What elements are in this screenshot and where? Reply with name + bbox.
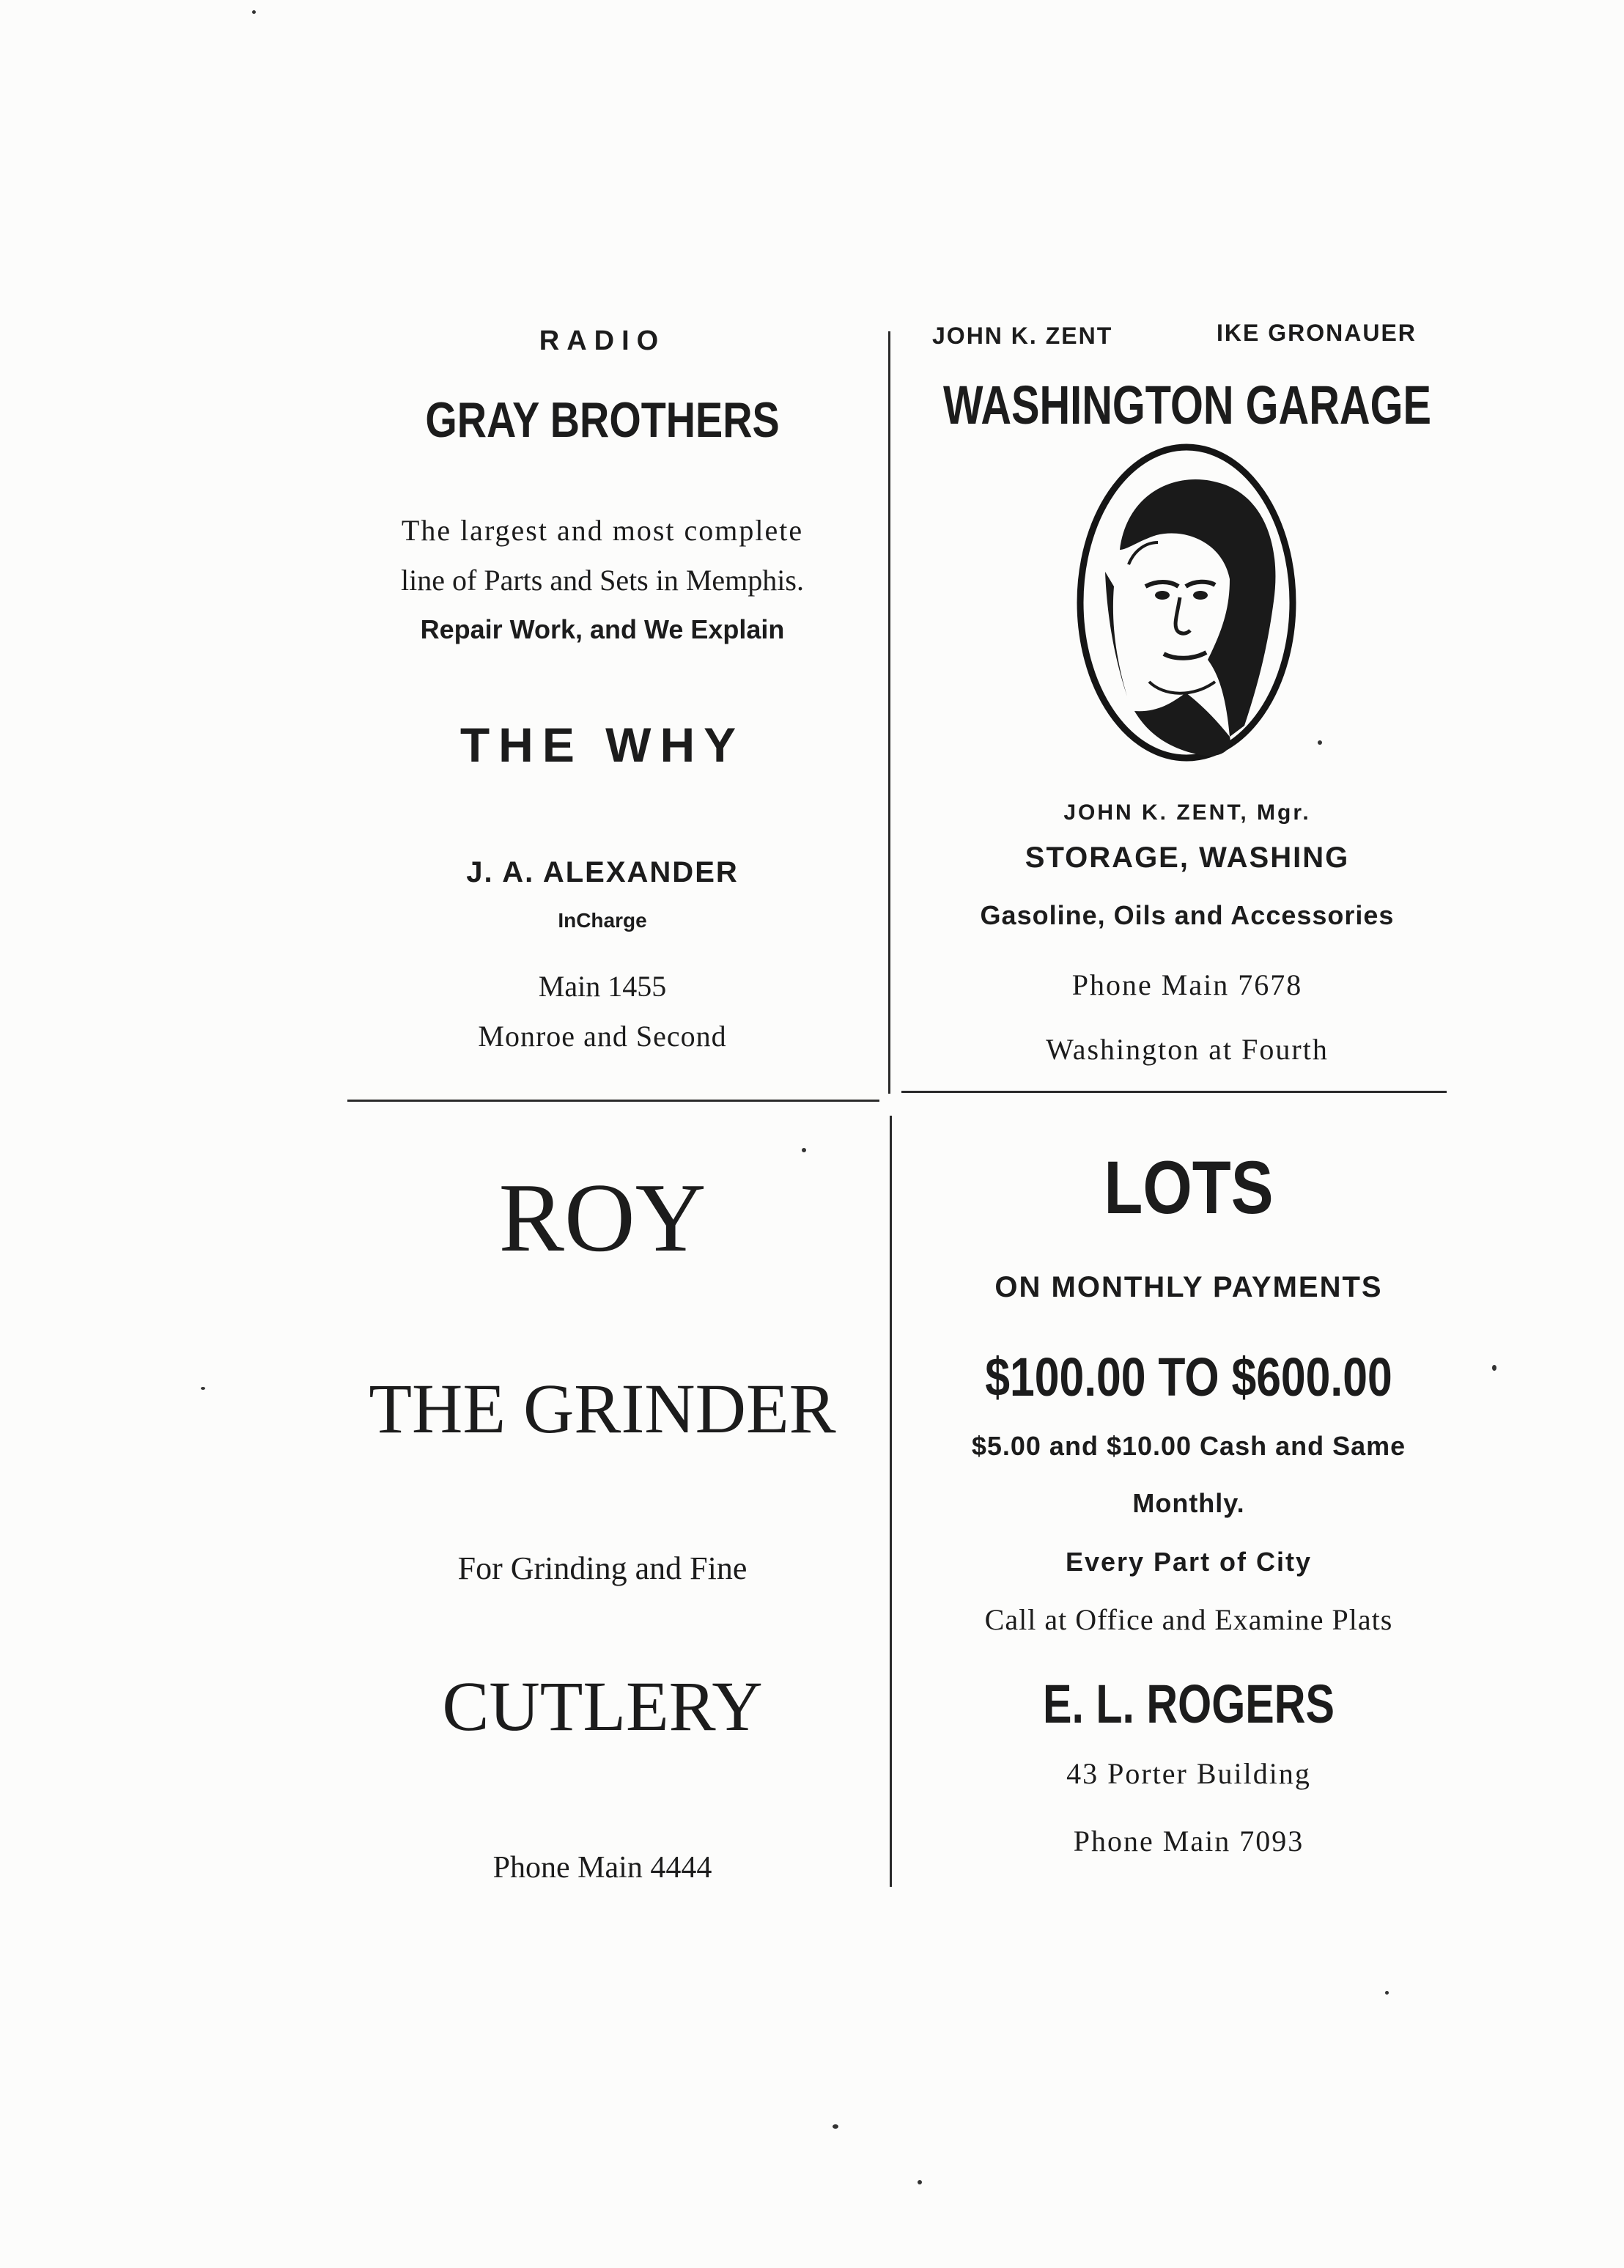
grinder-cutlery: CUTLERY <box>442 1667 763 1745</box>
garage-business-name: WASHINGTON GARAGE <box>943 375 1431 435</box>
vertical-divider-bottom <box>890 1116 892 1887</box>
lots-terms-line1: $5.00 and $10.00 Cash and Same <box>971 1431 1406 1461</box>
radio-description-line1: The largest and most complete <box>401 514 804 547</box>
grinder-name: ROY <box>498 1163 706 1272</box>
scan-speck <box>201 1387 205 1390</box>
garage-owner-left: JOHN K. ZENT <box>932 323 1113 349</box>
garage-products: Gasoline, Oils and Accessories <box>980 900 1395 930</box>
george-washington-portrait-icon <box>1076 440 1297 765</box>
lots-agent-name: E. L. ROGERS <box>1042 1674 1335 1734</box>
radio-slogan: THE WHY <box>459 718 745 772</box>
radio-address: Monroe and Second <box>478 1020 727 1053</box>
lots-price-range: $100.00 TO $600.00 <box>985 1347 1392 1407</box>
garage-address: Washington at Fourth <box>1046 1033 1329 1066</box>
horizontal-divider-right <box>901 1091 1447 1093</box>
lots-headline: LOTS <box>1104 1146 1274 1229</box>
scan-speck <box>1492 1365 1496 1371</box>
radio-phone: Main 1455 <box>538 970 667 1003</box>
garage-owner-right: IKE GRONAUER <box>1217 320 1417 346</box>
scan-speck <box>1385 1991 1389 1995</box>
garage-phone: Phone Main 7678 <box>1071 968 1303 1001</box>
lots-coverage: Every Part of City <box>1065 1547 1313 1577</box>
scan-speck <box>918 2180 922 2184</box>
lots-terms-line2: Monthly. <box>1132 1488 1245 1518</box>
scan-speck <box>1318 740 1322 745</box>
grinder-title: THE GRINDER <box>369 1369 836 1448</box>
radio-description-line3: Repair Work, and We Explain <box>420 614 785 644</box>
lots-office: 43 Porter Building <box>1066 1757 1311 1790</box>
radio-description-line2: line of Parts and Sets in Memphis. <box>401 564 804 597</box>
grinder-phone: Phone Main 4444 <box>492 1851 712 1885</box>
scan-speck <box>252 10 256 14</box>
scan-speck <box>833 2124 838 2129</box>
radio-contact-person: J. A. ALEXANDER <box>466 856 739 888</box>
scan-speck <box>802 1148 806 1152</box>
radio-kicker: RADIO <box>539 325 666 356</box>
lots-phone: Phone Main 7093 <box>1073 1825 1304 1858</box>
radio-business-name: GRAY BROTHERS <box>425 392 780 448</box>
garage-services: STORAGE, WASHING <box>1025 842 1350 874</box>
vertical-divider-top <box>888 331 890 1094</box>
radio-contact-role: InCharge <box>558 909 647 932</box>
lots-subheadline: ON MONTHLY PAYMENTS <box>994 1271 1383 1303</box>
grinder-description: For Grinding and Fine <box>457 1550 748 1586</box>
lots-call-to-action: Call at Office and Examine Plats <box>984 1603 1393 1636</box>
horizontal-divider-left <box>347 1100 879 1102</box>
garage-manager: JOHN K. ZENT, Mgr. <box>1063 800 1311 825</box>
